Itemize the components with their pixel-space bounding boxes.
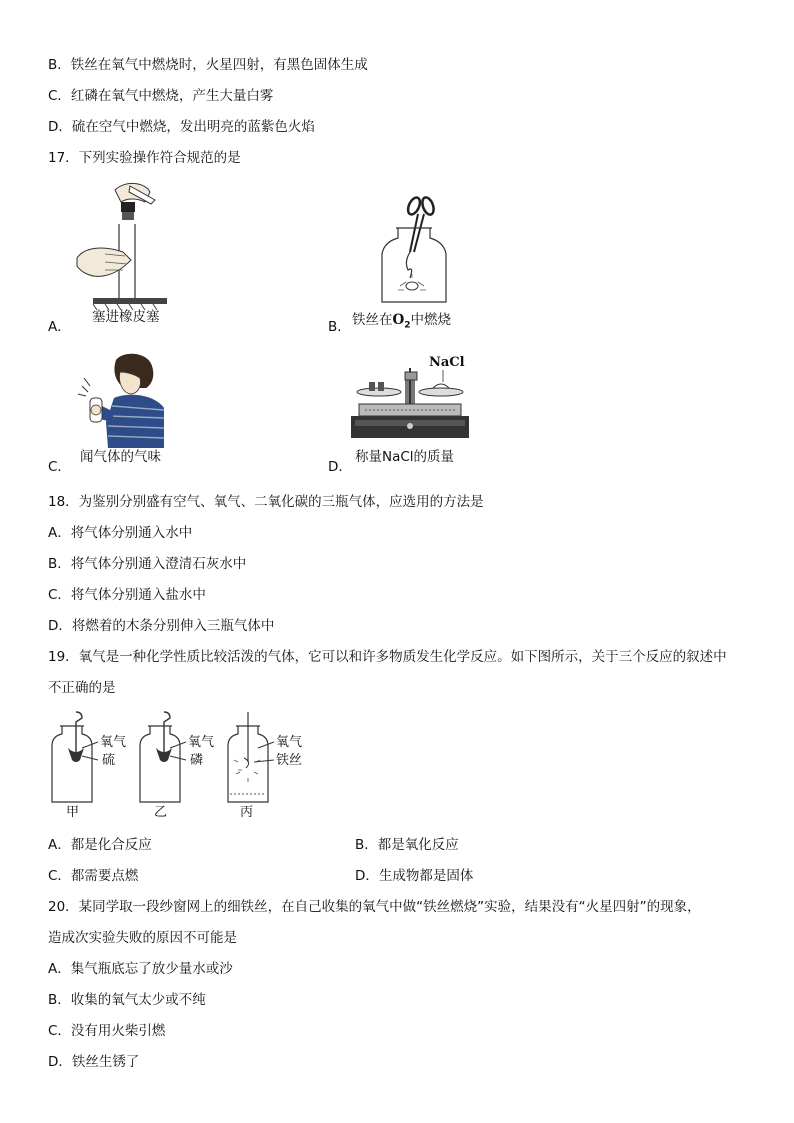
q20-option-a: A．集气瓶底忘了放少量水或沙 (48, 961, 233, 977)
caption-suffix: 中燃烧 (410, 312, 452, 328)
bing-name: 丙 (240, 805, 254, 820)
yi-name: 乙 (154, 805, 168, 820)
figure-balance-nacl (345, 348, 475, 448)
q18-option-c: C．将气体分别通入盐水中 (48, 587, 206, 603)
q17-option-c-label: C． (48, 459, 71, 475)
q16-option-c: C．红磷在氧气中燃烧，产生大量白雾 (48, 88, 274, 104)
caption-prefix: 铁丝在 (352, 312, 393, 328)
q20-option-b: B．收集的氧气太少或不纯 (48, 992, 206, 1008)
figure-three-reactions (48, 712, 318, 822)
figure-smell-gas (68, 352, 168, 452)
q19-option-d: D．生成物都是固体 (355, 868, 474, 884)
q19-option-b: B．都是氧化反应 (355, 837, 459, 853)
q18-stem: 18．为鉴别分别盛有空气、氧气、二氧化碳的三瓶气体，应选用的方法是 (48, 494, 484, 510)
yi-substance-label: 磷 (190, 753, 204, 768)
q16-option-d: D．硫在空气中燃烧，发出明亮的蓝紫色火焰 (48, 119, 315, 135)
jia-gas-label: 氧气 (100, 735, 127, 750)
q20-stem-line1: 20．某同学取一段纱窗网上的细铁丝，在自己收集的氧气中做“铁丝燃烧”实验，结果没有“火星四射”的现象， (48, 899, 701, 915)
q17-option-d-label: D． (328, 459, 352, 475)
q18-option-d: D．将燃着的木条分别伸入三瓶气体中 (48, 618, 275, 634)
q17-option-c-caption: 闻气体的气味 (80, 449, 161, 465)
q20-option-d: D．铁丝生锈了 (48, 1054, 140, 1070)
q18-option-b: B．将气体分别通入澄清石灰水中 (48, 556, 247, 572)
q19-option-a: A．都是化合反应 (48, 837, 152, 853)
figure-insert-stopper (75, 180, 185, 320)
bottle-yi (140, 712, 214, 820)
yi-gas-label: 氧气 (188, 735, 215, 750)
q17-option-a-caption: 塞进橡皮塞 (92, 309, 160, 325)
q19-stem-line2: 不正确的是 (48, 680, 116, 696)
bing-substance-label: 铁丝 (276, 753, 303, 768)
q17-stem: 17．下列实验操作符合规范的是 (48, 150, 241, 166)
bottle-jia (52, 712, 126, 820)
caption-subscript: 2 (404, 320, 411, 331)
q17-option-d-caption: 称量NaCl的质量 (355, 449, 455, 465)
q18-option-a: A．将气体分别通入水中 (48, 525, 193, 541)
q20-option-c: C．没有用火柴引燃 (48, 1023, 166, 1039)
q16-option-b: B．铁丝在氧气中燃烧时，火星四射，有黑色固体生成 (48, 57, 368, 73)
bing-gas-label: 氧气 (276, 735, 303, 750)
jia-substance-label: 硫 (102, 753, 116, 768)
q19-stem-line1: 19．氧气是一种化学性质比较活泼的气体，它可以和许多物质发生化学反应。如下图所示，关于三个反应的叙述中 (48, 649, 727, 665)
q17-option-a-label: A． (48, 319, 71, 335)
bottle-bing (228, 712, 302, 820)
caption-formula: O (392, 312, 405, 328)
q20-stem-line2: 造成次实验失败的原因不可能是 (48, 930, 237, 946)
nacl-tag: NaCl (429, 355, 465, 370)
figure-iron-wire-burning (370, 192, 460, 312)
q17-option-b-label: B． (328, 319, 351, 335)
jia-name: 甲 (66, 805, 80, 820)
q17-option-b-caption (352, 311, 451, 335)
q19-option-c: C．都需要点燃 (48, 868, 139, 884)
